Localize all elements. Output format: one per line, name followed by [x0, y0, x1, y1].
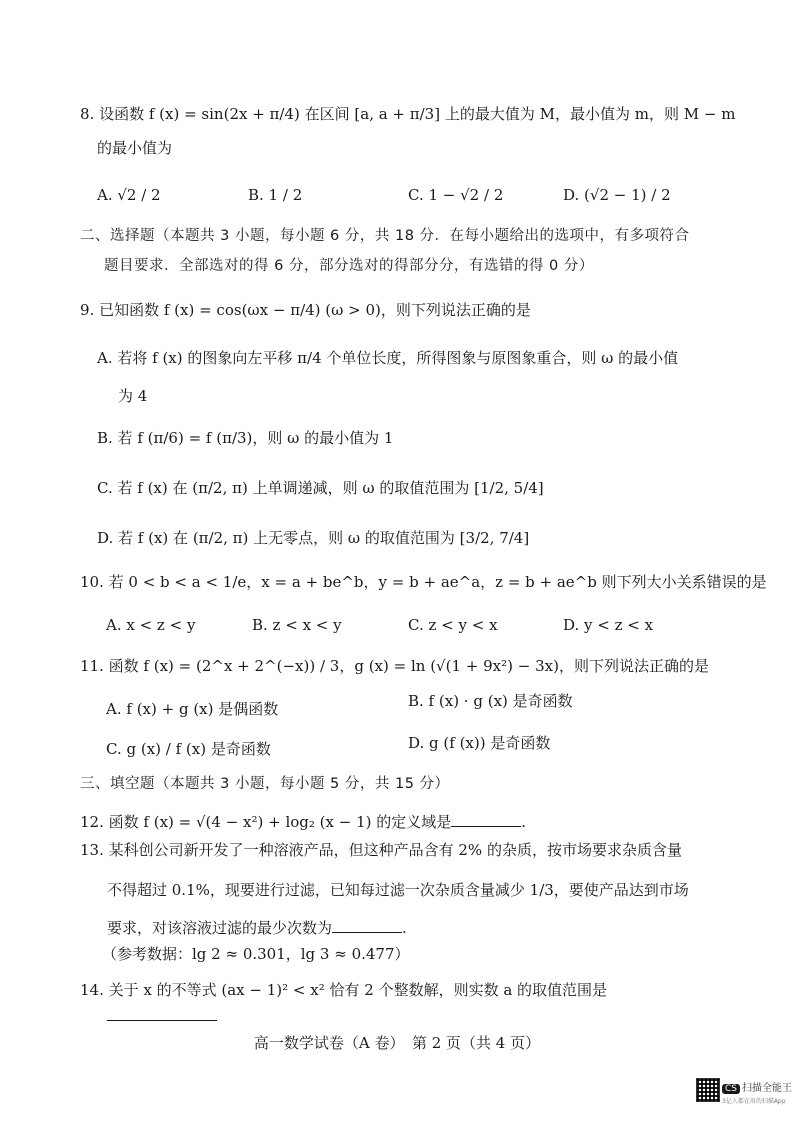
- q13-line2: 不得超过 0.1%，现要进行过滤，已知每过滤一次杂质含量减少 1/3，要使产品达到市场: [107, 881, 689, 899]
- q13-line1: 13. 某科创公司新开发了一种溶液产品，但这种产品含有 2% 的杂质，按市场要求杂质含量: [80, 841, 682, 859]
- q10-option-b: B. z < x < y: [252, 616, 342, 634]
- q10-stem: 10. 若 0 < b < a < 1/e，x = a + be^b，y = b + ae^a，z = b + ae^b 则下列大小关系错误的是: [80, 573, 767, 591]
- q9-option-b: B. 若 f (π/6) = f (π/3)，则 ω 的最小值为 1: [97, 429, 394, 447]
- section2-title-line2: 题目要求．全部选对的得 6 分，部分选对的得部分分，有选错的得 0 分）: [104, 258, 594, 274]
- q10-option-c: C. z < y < x: [408, 616, 498, 634]
- scanner-tagline: 3亿人都在用的扫描App: [722, 1098, 786, 1105]
- q8-option-b: B. 1 / 2: [248, 186, 303, 204]
- q10-option-d: D. y < z < x: [563, 616, 654, 634]
- q12-end: .: [521, 813, 527, 831]
- q13-answer-blank[interactable]: [332, 918, 402, 933]
- q9-option-d: D. 若 f (x) 在 (π/2, π) 上无零点，则 ω 的取值范围为 [3/2, 7/4]: [97, 529, 530, 547]
- q11-option-a: A. f (x) + g (x) 是偶函数: [106, 700, 279, 718]
- q11-option-c: C. g (x) / f (x) 是奇函数: [106, 740, 271, 758]
- q8-option-a: A. √2 / 2: [97, 186, 161, 204]
- q12-stem-row: [80, 812, 526, 832]
- scanner-brand: 扫描全能王: [742, 1083, 792, 1094]
- q14-line1: 14. 关于 x 的不等式 (ax − 1)² < x² 恰有 2 个整数解，则实数 a 的取值范围是: [80, 981, 608, 999]
- q9-stem: 9. 已知函数 f (x) = cos(ωx − π/4) (ω > 0)，则下列说法正确的是: [80, 301, 531, 319]
- q13-line3-row: [107, 918, 407, 938]
- q11-option-b: B. f (x) · g (x) 是奇函数: [408, 692, 573, 710]
- q9-option-a-line2: 为 4: [118, 387, 148, 405]
- qr-code-icon: [696, 1078, 720, 1102]
- q14-answer-blank[interactable]: [107, 1006, 217, 1021]
- q8-option-d: D. (√2 − 1) / 2: [563, 186, 671, 204]
- q12-answer-blank[interactable]: [451, 812, 521, 827]
- section2-title-line1: 二、选择题（本题共 3 小题，每小题 6 分，共 18 分．在每小题给出的选项中，有多项符合: [80, 228, 690, 244]
- q9-option-a-line1: A. 若将 f (x) 的图象向左平移 π/4 个单位长度，所得图象与原图象重合，则 ω 的最小值: [97, 349, 679, 367]
- q13-line3: 要求，对该溶液过滤的最少次数为: [107, 919, 333, 937]
- q14-answer-row: [107, 1006, 217, 1026]
- q13-end: .: [402, 919, 407, 937]
- camscanner-logo-icon: CS: [722, 1084, 740, 1094]
- page-footer: 高一数学试卷（A 卷） 第 2 页（共 4 页）: [253, 1034, 541, 1052]
- q8-stem-line2: 的最小值为: [97, 139, 173, 157]
- q8-stem-line1: 8. 设函数 f (x) = sin(2x + π/4) 在区间 [a, a + π/3] 上的最大值为 M，最小值为 m，则 M − m: [80, 105, 736, 123]
- scanner-watermark: [722, 1079, 792, 1105]
- section3-title: 三、填空题（本题共 3 小题，每小题 5 分，共 15 分）: [80, 776, 450, 792]
- q9-option-c: C. 若 f (x) 在 (π/2, π) 上单调递减，则 ω 的取值范围为 [1/2, 5/4]: [97, 479, 544, 497]
- q11-stem: 11. 函数 f (x) = (2^x + 2^(−x)) / 3，g (x) = ln (√(1 + 9x²) − 3x)，则下列说法正确的是: [80, 657, 709, 675]
- q11-option-d: D. g (f (x)) 是奇函数: [408, 734, 551, 752]
- q8-option-c: C. 1 − √2 / 2: [408, 186, 504, 204]
- q13-reference: （参考数据：lg 2 ≈ 0.301，lg 3 ≈ 0.477）: [102, 945, 410, 963]
- q10-option-a: A. x < z < y: [106, 616, 196, 634]
- q12-stem: 12. 函数 f (x) = √(4 − x²) + log₂ (x − 1) 的定义域是: [80, 813, 452, 831]
